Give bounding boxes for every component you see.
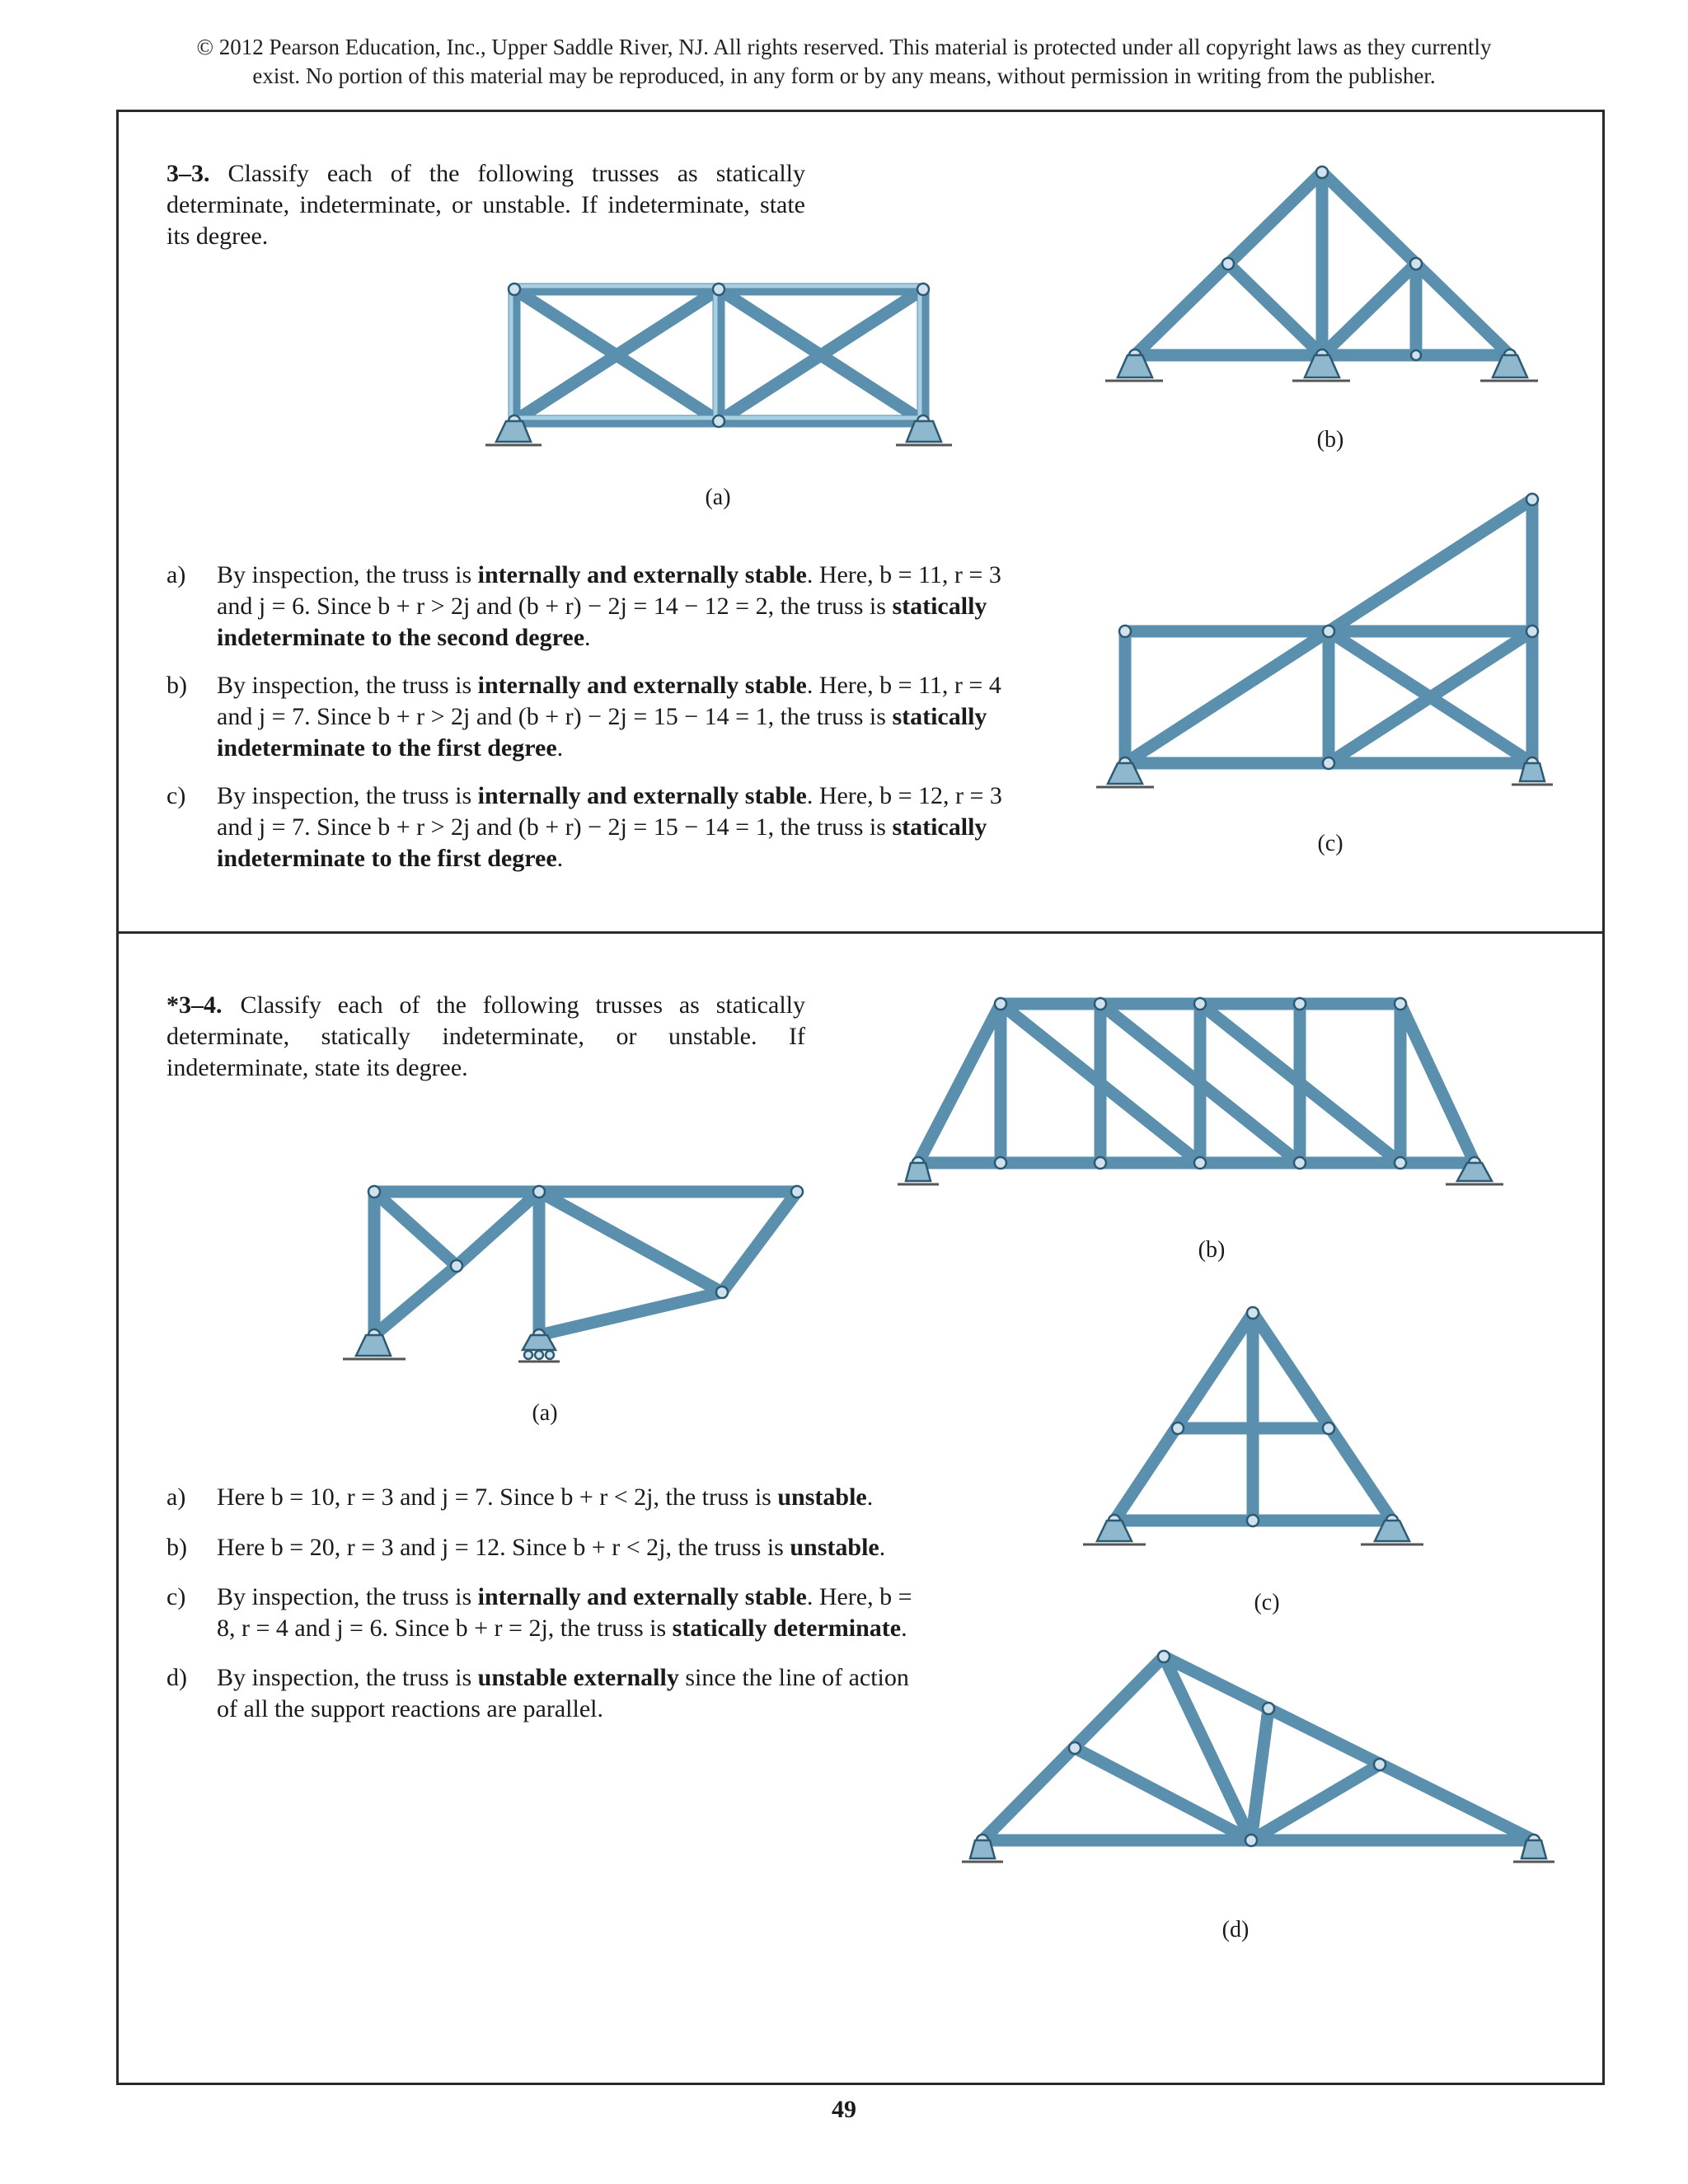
answer-text: Here b = 20, r = 3 and j = 12. Since b + r < 2j, the truss is xyxy=(217,1534,790,1561)
copyright-line-2: exist. No portion of this material may be reproduced, in any form or by any means, without permission in writing from the publisher. xyxy=(252,63,1436,88)
answer-bold: internally and externally stable xyxy=(477,561,807,588)
truss-3-4-b xyxy=(898,998,1503,1184)
answer-text: . Here, b = 11, r = 4 and j = 7. Since b + r > 2j and (b + r) − 2j = 15 − 14 = 1, the truss is xyxy=(217,672,1001,730)
answer-label: a) xyxy=(166,561,186,588)
answer-text: . xyxy=(556,734,564,762)
answer-text: . xyxy=(584,624,591,651)
answer-text: Here b = 10, r = 3 and j = 7. Since b + r < 2j, the truss is xyxy=(217,1483,778,1511)
answer-text: since the line of action of all the support reactions are parallel. xyxy=(217,1664,909,1722)
figure-3-4-d-caption: (d) xyxy=(1221,1917,1250,1943)
problem-statement-text: Classify each of the following trusses as statically determinate, indeterminate, or unstable. If indeterminate, state its degree. xyxy=(166,160,805,250)
problem-number: *3–4. xyxy=(166,991,223,1019)
page-number: 49 xyxy=(832,2096,856,2123)
figure-3-4-c-caption: (c) xyxy=(1254,1590,1280,1615)
answer-bold: internally and externally stable xyxy=(477,672,807,699)
answer-label: c) xyxy=(166,782,186,809)
answer-label: c) xyxy=(166,1583,186,1610)
figure-3-3-a-caption: (a) xyxy=(705,485,731,510)
answer-text: By inspection, the truss is xyxy=(217,1664,478,1691)
truss-3-4-c xyxy=(1083,1307,1423,1544)
answer-conclusion: unstable externally xyxy=(477,1664,679,1691)
answer-text: By inspection, the truss is xyxy=(217,561,478,588)
answer-text: By inspection, the truss is xyxy=(217,1583,478,1610)
answer-conclusion: statically indeterminate to the first degree xyxy=(217,813,987,872)
truss-members xyxy=(918,1004,1475,1163)
answer-text: By inspection, the truss is xyxy=(217,782,478,809)
problem-number: 3–3. xyxy=(166,160,210,187)
truss-member-highlights xyxy=(511,286,923,421)
answer-text: . Here, b = 11, r = 3 and j = 6. Since b + r > 2j and (b + r) − 2j = 14 − 12 = 2, the truss is xyxy=(217,561,1001,620)
answer-conclusion: statically indeterminate to the first degree xyxy=(217,703,987,762)
answer-bold: internally and externally stable xyxy=(477,1583,807,1610)
figure-3-3-c-caption: (c) xyxy=(1317,831,1343,856)
truss-3-3-b xyxy=(1105,166,1538,381)
answer-text: . xyxy=(556,845,564,872)
answer-text: By inspection, the truss is xyxy=(217,672,478,699)
answer-text: . Here, b = 12, r = 3 and j = 7. Since b + r > 2j and (b + r) − 2j = 15 − 14 = 1, the truss is xyxy=(217,782,1002,841)
truss-figures-3-3 xyxy=(119,112,1602,936)
truss-figures-3-4 xyxy=(119,934,1602,2088)
truss-3-3-a xyxy=(485,284,952,445)
copyright-notice xyxy=(99,33,1589,91)
roller-support xyxy=(518,1335,560,1361)
truss-members xyxy=(1114,1313,1392,1521)
figure-3-3-b-caption: (b) xyxy=(1316,427,1344,452)
figure-3-4-a-caption: (a) xyxy=(532,1400,558,1426)
truss-members xyxy=(982,1657,1534,1840)
answer-bold: internally and externally stable xyxy=(477,782,807,809)
answer-label: d) xyxy=(166,1664,187,1691)
answer-text: . xyxy=(866,1483,874,1511)
truss-members xyxy=(374,1192,797,1335)
problem-3-4-panel xyxy=(116,931,1605,2085)
answer-conclusion: unstable xyxy=(777,1483,867,1511)
truss-3-3-c xyxy=(1096,494,1553,787)
answer-text: . xyxy=(901,1615,907,1642)
truss-3-4-a xyxy=(343,1186,803,1361)
answer-text: . Here, b = 8, r = 4 and j = 6. Since b + r = 2j, the truss is xyxy=(217,1583,912,1642)
answer-label: b) xyxy=(166,1534,187,1561)
pin-support xyxy=(343,1335,406,1359)
answer-conclusion: statically determinate xyxy=(672,1615,902,1642)
truss-members xyxy=(1135,172,1510,355)
answer-text: . xyxy=(879,1534,886,1561)
problem-statement-text: Classify each of the following trusses as statically determinate, statically indeterminate, or unstable. If indeterminate, state its degree. xyxy=(166,991,805,1081)
copyright-line-1: © 2012 Pearson Education, Inc., Upper Saddle River, NJ. All rights reserved. This material is protected under all copyright laws as they currently xyxy=(196,35,1492,59)
truss-3-4-d xyxy=(962,1651,1554,1862)
answer-conclusion: statically indeterminate to the second degree xyxy=(217,593,987,651)
problem-3-3-panel xyxy=(116,110,1605,934)
figure-3-4-b-caption: (b) xyxy=(1198,1237,1226,1263)
truss-members xyxy=(514,289,923,421)
answer-conclusion: unstable xyxy=(790,1534,879,1561)
answer-label: b) xyxy=(166,672,187,699)
answer-label: a) xyxy=(166,1483,186,1511)
